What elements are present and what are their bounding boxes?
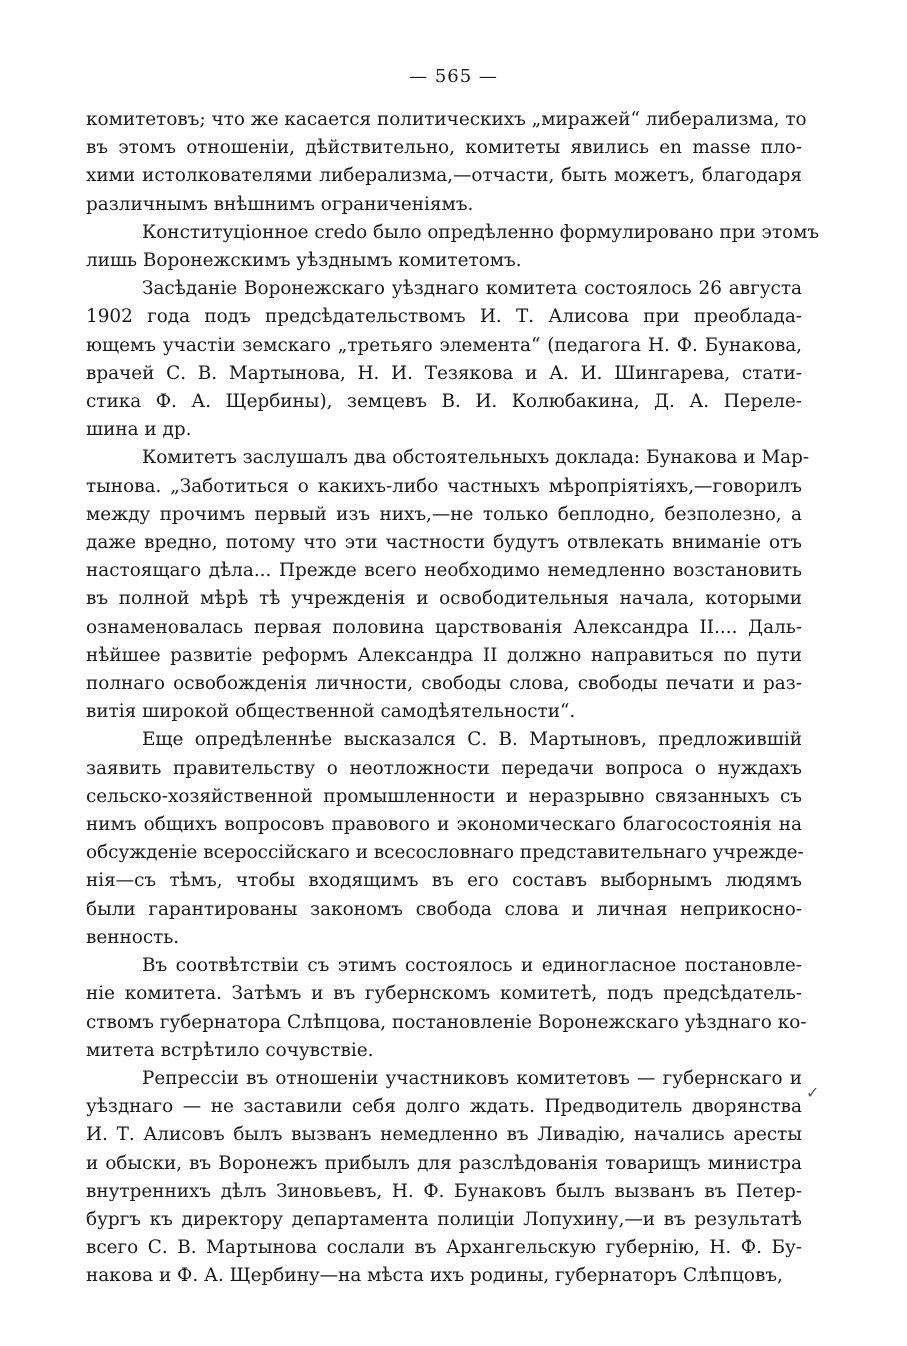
- paragraph: [86, 444, 810, 726]
- text-line: заявить правительству о неотложности передачи вопроса о нуждахъ: [86, 757, 802, 779]
- text-line: обсужденіе всероссійскаго и всесословнаго представительнаго учрежде-: [86, 842, 804, 864]
- text-line: венность.: [86, 926, 180, 948]
- text-line: даже вредно, потому что эти частности будутъ отвлекать вниманіе отъ: [86, 532, 802, 554]
- text-line: были гарантированы закономъ свобода слова и личная неприкосно-: [86, 898, 802, 920]
- text-line: шина и др.: [86, 419, 192, 441]
- text-line: въ этомъ отношеніи, дѣйствительно, комитеты явились en masse пло-: [86, 137, 802, 159]
- text-line: внутреннихъ дѣлъ Зиновьевъ, Н. Ф. Бунаковъ былъ вызванъ въ Петер-: [86, 1180, 802, 1202]
- text-line: нѣйшее развитіе реформъ Александра II должно направиться по пути: [86, 644, 802, 666]
- text-line: митета встрѣтило сочувствіе.: [86, 1039, 374, 1061]
- text-line: въ полной мѣрѣ тѣ учрежденія и освободительныя начала, которыми: [86, 588, 802, 610]
- text-line: уѣзднаго — не заставили себя долго ждать. Предводитель дворянства: [86, 1096, 802, 1118]
- text-line: Комитетъ заслушалъ два обстоятельныхъ доклада: Бунакова и Мар-: [142, 447, 810, 469]
- text-line: ознаменовалась первая половина царствованія Александра II.... Даль-: [86, 616, 802, 638]
- text-line: Засѣданіе Воронежскаго уѣзднаго комитета состоялось 26 августа: [142, 278, 802, 300]
- paragraph: [86, 952, 807, 1065]
- text-line: сельско-хозяйственной промышленности и неразрывно связанныхъ съ: [86, 785, 802, 807]
- text-line: и обыски, въ Воронежъ прибылъ для разслѣдованія товарищъ министра: [86, 1152, 802, 1174]
- text-line: врачей С. В. Мартынова, Н. И. Тезякова и А. И. Шингарева, стати-: [86, 362, 802, 384]
- text-line: тынова. „Заботиться о какихъ-либо частныхъ мѣропріятіяхъ,—говорилъ: [86, 475, 802, 497]
- text-line: различнымъ внѣшнимъ ограниченіямъ.: [86, 193, 474, 215]
- paragraph: [86, 275, 802, 444]
- text-line: ствомъ губернатора Слѣпцова, постановленіе Воронежскаго уѣзднаго ко-: [86, 1011, 807, 1033]
- page-text: [86, 106, 820, 1291]
- text-line: полнаго освобожденія личности, свободы слова, свободы печати и раз-: [86, 673, 802, 695]
- text-line: Въ соотвѣтствіи съ этимъ состоялось и единогласное постановле-: [142, 955, 802, 977]
- text-line: накова и Ф. А. Щербину—на мѣста ихъ родины, губернаторъ Слѣпцовъ,: [86, 1265, 783, 1287]
- text-line: Еще опредѣленнѣе высказался С. В. Мартыновъ, предложившій: [142, 729, 802, 751]
- text-line: И. Т. Алисовъ былъ вызванъ немедленно въ Ливадію, начались аресты: [86, 1124, 802, 1146]
- text-line: нимъ общихъ вопросовъ правового и экономическаго благосостоянія на: [86, 814, 802, 836]
- text-line: хими истолкователями либерализма,—отчасти, быть можетъ, благодаря: [86, 165, 802, 187]
- text-line: стика Ф. А. Щербины), земцевъ В. И. Колюбакина, Д. А. Переле-: [86, 391, 802, 413]
- text-line: ющемъ участіи земскаго „третьяго элемента“ (педагога Н. Ф. Бунакова,: [86, 334, 802, 356]
- paragraph: [86, 106, 807, 219]
- text-line: Репрессіи въ отношеніи участниковъ комитетовъ — губернскаго и: [142, 1067, 802, 1089]
- paragraph: [86, 219, 820, 275]
- text-line: между прочимъ первый изъ нихъ,—не только беплодно, безполезно, а: [86, 503, 802, 525]
- text-line: всего С. В. Мартынова сослали въ Архангельскую губернію, Н. Ф. Бу-: [86, 1237, 802, 1259]
- text-line: лишь Воронежскимъ уѣзднымъ комитетомъ.: [86, 250, 522, 272]
- paragraph: [86, 1065, 802, 1291]
- paragraph: [86, 726, 802, 952]
- text-line: бургъ къ директору департамента полиціи Лопухину,—и въ результатѣ: [86, 1208, 802, 1230]
- text-line: настоящаго дѣла... Прежде всего необходимо немедленно возстановить: [86, 560, 802, 582]
- text-line: нія—съ тѣмъ, чтобы входящимъ въ его составъ выборнымъ людямъ: [86, 870, 802, 892]
- text-line: витія широкой общественной самодѣятельности“.: [86, 701, 576, 723]
- text-line: 1902 года подъ предсѣдательствомъ И. Т. Алисова при преоблада-: [86, 306, 802, 328]
- margin-check-mark: ✓: [806, 1083, 820, 1102]
- text-line: Конституціонное credo было опредѣленно формулировано при этомъ: [142, 221, 820, 243]
- text-line: ніе комитета. Затѣмъ и въ губернскомъ комитетѣ, подъ предсѣдатель-: [86, 983, 802, 1005]
- page-number: — 565 —: [409, 66, 498, 87]
- text-line: комитетовъ; что же касается политическихъ „миражей“ либерализма, то: [86, 109, 807, 130]
